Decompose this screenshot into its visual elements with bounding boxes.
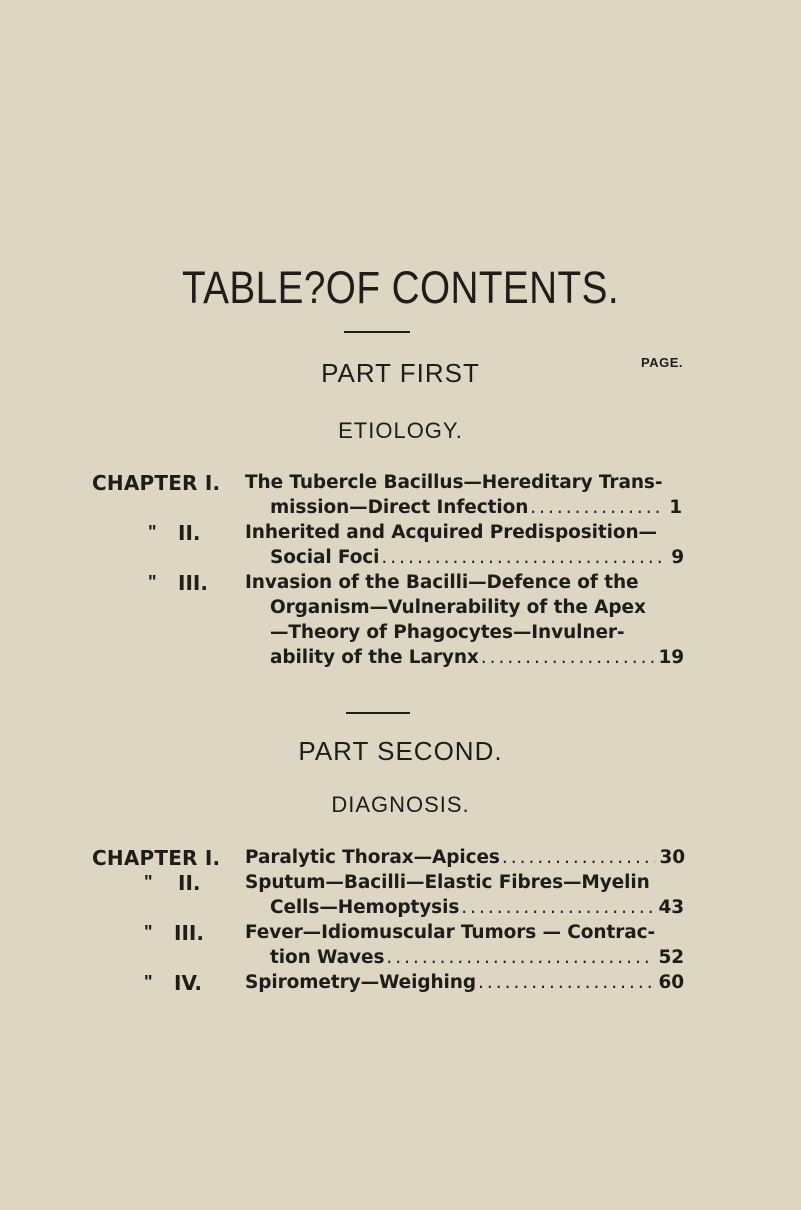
chapter-leader-line: [270, 947, 684, 968]
part-second-section: DIAGNOSIS.: [331, 792, 470, 817]
divider-rule: [344, 331, 410, 333]
chapter-title-line: Cells—Hemoptysis: [270, 897, 460, 918]
chapter-title-line: Social Foci: [270, 547, 380, 568]
leader-dots: [386, 947, 654, 968]
chapter-roman-numeral: II.: [178, 521, 201, 545]
chapter-roman-numeral: IV.: [174, 971, 202, 995]
chapter-title-line: tion Waves: [270, 947, 385, 968]
chapter-roman-numeral: II.: [178, 871, 201, 895]
part-second-title: PART SECOND.: [298, 736, 503, 766]
part-first-section: ETIOLOGY.: [338, 418, 463, 443]
chapter-title-line: Invasion of the Bacilli—Defence of the: [245, 572, 639, 593]
page-number: 19: [658, 647, 684, 668]
leader-dots: [481, 647, 655, 668]
chapter-title-line: mission—Direct Infection: [270, 497, 529, 518]
chapter-leader-line: [270, 547, 684, 568]
page-title: TABLE?OF CONTENTS.: [181, 262, 620, 313]
page-column-header: PAGE.: [641, 355, 683, 370]
chapter-title-line: Spirometry—Weighing: [245, 972, 476, 993]
ditto-mark: ": [144, 922, 153, 942]
chapter-title-line: The Tubercle Bacillus—Hereditary Trans-: [245, 472, 663, 493]
chapter-leader-line: [270, 897, 684, 918]
page-number: 9: [671, 547, 684, 568]
leader-dots: [381, 547, 667, 568]
chapter-roman-numeral: III.: [174, 921, 204, 945]
chapter-leader-line: [270, 647, 684, 668]
chapter-leader-line: [245, 847, 685, 868]
leader-dots: [478, 972, 654, 993]
page-number: 43: [658, 897, 684, 918]
page-number: 60: [658, 972, 684, 993]
leader-dots: [461, 897, 654, 918]
page-number: 30: [659, 847, 685, 868]
chapter-title-line: ability of the Larynx: [270, 647, 479, 668]
chapter-leader-line: [245, 972, 684, 993]
page-number: 1: [669, 497, 682, 518]
ditto-mark: ": [144, 972, 153, 992]
chapter-label: CHAPTER I.: [92, 846, 221, 870]
ditto-mark: ": [144, 872, 153, 892]
part-first-title: PART FIRST: [321, 358, 480, 388]
chapter-title-line: Organism—Vulnerability of the Apex: [270, 597, 646, 618]
chapter-roman-numeral: III.: [178, 571, 208, 595]
ditto-mark: ": [148, 572, 157, 592]
chapter-title-line: —Theory of Phagocytes—Invulner-: [270, 622, 625, 643]
page-number: 52: [658, 947, 684, 968]
chapter-title-line: Sputum—Bacilli—Elastic Fibres—Myelin: [245, 872, 650, 893]
chapter-title-line: Inherited and Acquired Predisposition—: [245, 522, 657, 543]
ditto-mark: ": [148, 522, 157, 542]
chapter-label: CHAPTER I.: [92, 471, 221, 495]
divider-rule: [346, 712, 410, 714]
leader-dots: [502, 847, 656, 868]
chapter-leader-line: [270, 497, 682, 518]
chapter-title-line: Paralytic Thorax—Apices: [245, 847, 500, 868]
chapter-title-line: Fever—Idiomuscular Tumors — Contrac-: [245, 922, 656, 943]
leader-dots: [530, 497, 665, 518]
